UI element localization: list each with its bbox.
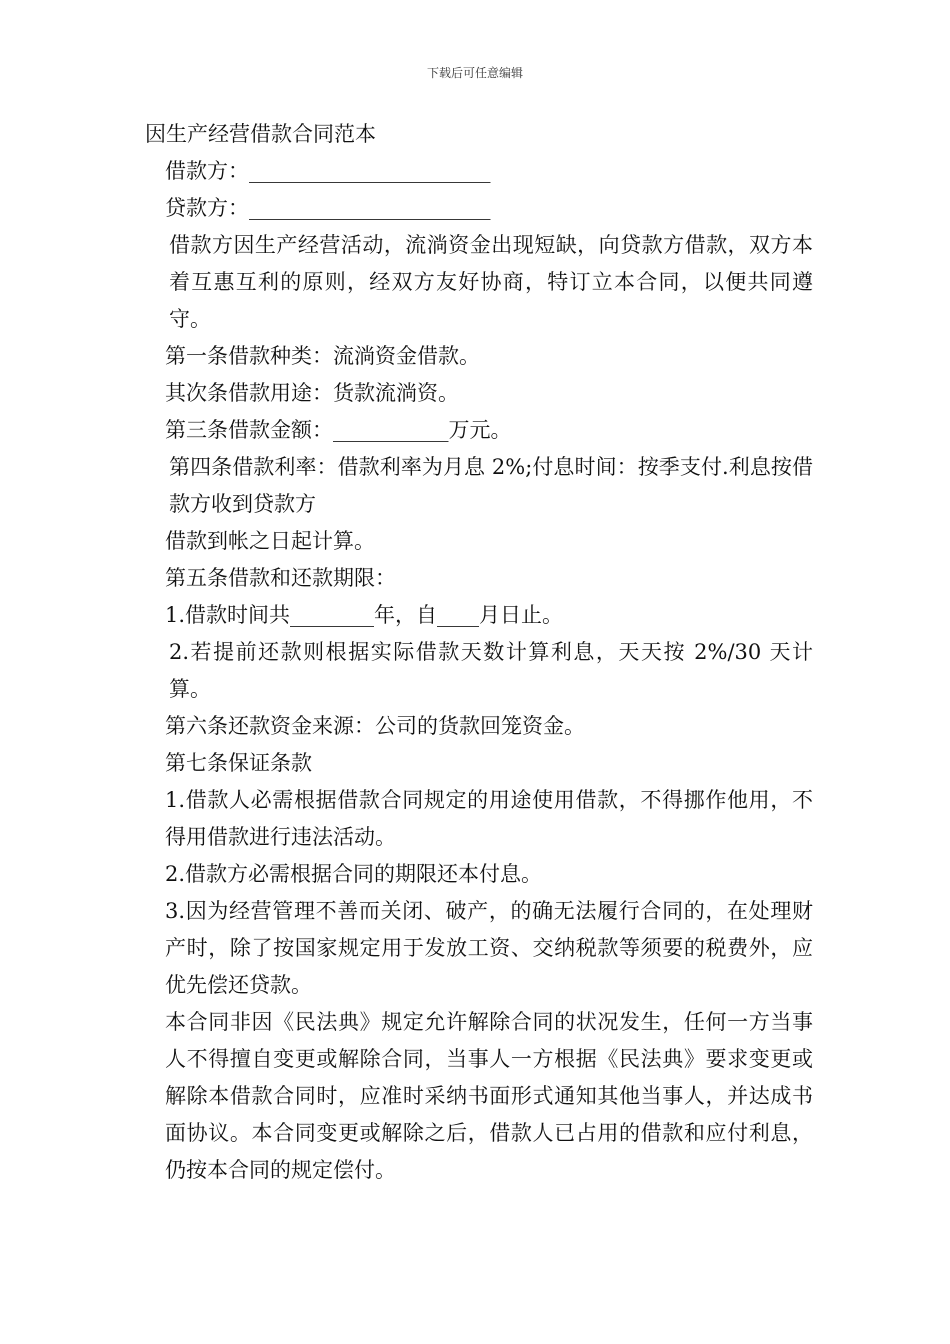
article-6: 第六条还款资金来源：公司的货款回笼资金。 [165, 714, 585, 738]
lender-line: 贷款方：_______________________ [165, 196, 491, 220]
intro-paragraph: 借款方因生产经营活动，流淌资金出现短缺，向贷款方借款，双方本着互惠互利的原则，经双方友好协商，特订立本合同，以便共同遵守。 [169, 233, 813, 331]
borrower-line: 借款方：_______________________ [165, 159, 491, 183]
article-4: 第四条借款利率：借款利率为月息 2%;付息时间：按季支付.利息按借款方收到贷款方 [169, 455, 813, 516]
article-5-item-1: 1.借款时间共________年，自____月日止。 [165, 603, 564, 627]
article-3: 第三条借款金额：___________万元。 [165, 418, 512, 442]
article-7-item-1: 1.借款人必需根据借款合同规定的用途使用借款，不得挪作他用，不得用借款进行违法活动。 [165, 788, 813, 849]
article-7-item-2: 2.借款方必需根据合同的期限还本付息。 [165, 862, 543, 886]
page-header-note: 下载后可任意编辑 [426, 66, 523, 80]
article-5: 第五条借款和还款期限： [165, 566, 396, 590]
document-title: 因生产经营借款合同范本 [145, 122, 376, 146]
document-body [145, 116, 813, 1189]
article-7-item-3: 3.因为经营管理不善而关闭、破产，的确无法履行合同的，在处理财产时，除了按国家规定用于发放工资、交纳税款等须要的税费外，应优先偿还贷款。 [165, 899, 813, 997]
article-1: 第一条借款种类：流淌资金借款。 [165, 344, 480, 368]
closing-paragraph: 本合同非因《民法典》规定允许解除合同的状况发生，任何一方当事人不得擅自变更或解除合同，当事人一方根据《民法典》要求变更或解除本借款合同时，应准时采纳书面形式通知其他当事人，并达成书面协议。本合同变更或解除之后，借款人已占用的借款和应付利息，仍按本合同的规定偿付。 [165, 1010, 813, 1182]
article-2: 其次条借款用途：货款流淌资。 [165, 381, 459, 405]
article-5-item-2: 2.若提前还款则根据实际借款天数计算利息，天天按 2%/30 天计算。 [169, 640, 813, 701]
article-4-continued: 借款到帐之日起计算。 [165, 529, 375, 553]
article-7: 第七条保证条款 [165, 751, 312, 775]
